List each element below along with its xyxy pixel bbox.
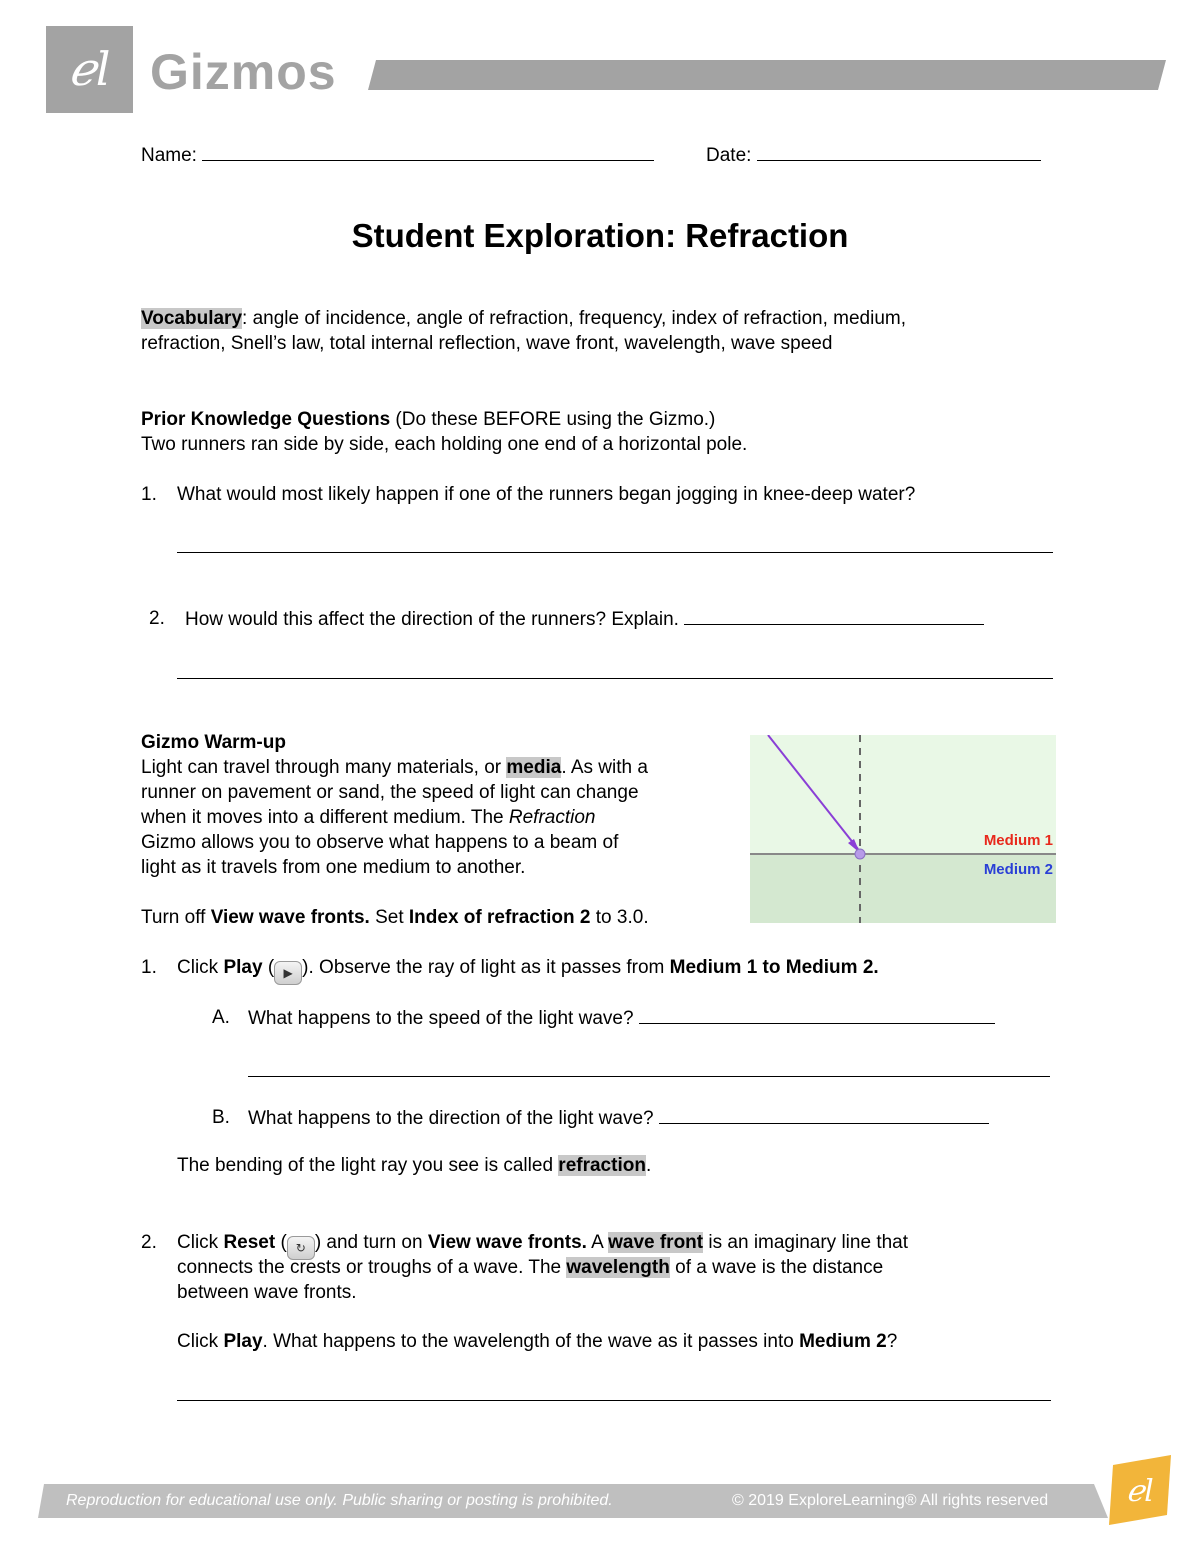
step1-qb-letter: B. bbox=[212, 1107, 230, 1128]
step-text: of a wave is the distance bbox=[669, 1257, 884, 1278]
incidence-point bbox=[855, 849, 865, 859]
view-wave-fronts-label: View wave fronts. bbox=[210, 907, 370, 928]
step1-qa-answer-blank[interactable] bbox=[639, 1005, 995, 1024]
prior-heading-note: (Do these BEFORE using the Gizmo.) bbox=[390, 409, 716, 430]
step-text: Click bbox=[177, 1331, 224, 1352]
warmup-text: . As with a bbox=[561, 757, 648, 778]
prior-q1-answer-line[interactable] bbox=[177, 552, 1053, 553]
medium-1-label: Medium 1 bbox=[983, 832, 1053, 849]
name-field bbox=[141, 142, 654, 168]
warmup-line-3 bbox=[141, 805, 595, 830]
step2-line-3: between wave fronts. bbox=[177, 1282, 357, 1303]
prior-intro: Two runners ran side by side, each holding one end of a horizontal pole. bbox=[141, 434, 748, 455]
step-text: A bbox=[586, 1232, 609, 1253]
step-text: to bbox=[757, 957, 786, 978]
step-text: Click bbox=[177, 1232, 224, 1253]
medium-2-ref: Medium 2 bbox=[799, 1331, 887, 1352]
gizmo-name: Refraction bbox=[508, 807, 596, 828]
vocabulary-line-1 bbox=[141, 306, 906, 331]
term-wave-front: wave front bbox=[608, 1232, 704, 1253]
prior-q2 bbox=[185, 606, 984, 632]
date-blank[interactable] bbox=[757, 142, 1041, 161]
warmup-line-4: Gizmo allows you to observe what happens to a beam of bbox=[141, 832, 619, 853]
view-wave-fronts-ref: View wave fronts. bbox=[427, 1232, 587, 1253]
step1-qa-answer-line[interactable] bbox=[248, 1076, 1050, 1077]
footer-copyright: © 2019 ExploreLearning® All rights reserved bbox=[732, 1492, 1049, 1509]
step2-line-2 bbox=[177, 1255, 883, 1280]
footer-logo-glyph: ℯl bbox=[1126, 1474, 1154, 1509]
step1-number: 1. bbox=[141, 957, 157, 978]
index-of-refraction-label: Index of refraction 2 bbox=[408, 907, 591, 928]
definition-text: . bbox=[645, 1155, 652, 1176]
step-text: ? bbox=[886, 1331, 898, 1352]
step2-answer-line[interactable] bbox=[177, 1400, 1051, 1401]
instruction-text: Set bbox=[369, 907, 409, 928]
warmup-heading: Gizmo Warm-up bbox=[141, 732, 286, 753]
medium-1-ref: Medium 1 bbox=[669, 957, 758, 978]
footer-logo-icon bbox=[1105, 1455, 1175, 1525]
step-text: ) and turn on bbox=[314, 1232, 428, 1253]
page-title: Student Exploration: Refraction bbox=[351, 217, 849, 254]
warmup-instruction bbox=[141, 905, 649, 930]
step-text: is an imaginary line that bbox=[703, 1232, 909, 1253]
step1-qb-answer-blank[interactable] bbox=[659, 1105, 989, 1124]
prior-q1-text: What would most likely happen if one of the runners began jogging in knee-deep water? bbox=[177, 484, 916, 505]
header-bar bbox=[368, 60, 1166, 90]
step1-text bbox=[177, 955, 879, 985]
warmup-text: Light can travel through many materials, or bbox=[141, 757, 507, 778]
instruction-text: to 3.0. bbox=[590, 907, 649, 928]
definition-text: The bending of the light ray you see is called bbox=[177, 1155, 559, 1176]
step1-qa bbox=[248, 1005, 995, 1031]
warmup-line-2: runner on pavement or sand, the speed of light can change bbox=[141, 782, 639, 803]
instruction-text: Turn off bbox=[141, 907, 211, 928]
prior-heading-text: Prior Knowledge Questions bbox=[141, 409, 391, 430]
prior-q1-number: 1. bbox=[141, 484, 157, 505]
step1-qb bbox=[248, 1105, 989, 1131]
date-label: Date: bbox=[706, 145, 752, 166]
step-text: Click bbox=[177, 957, 224, 978]
term-wavelength: wavelength bbox=[566, 1257, 670, 1278]
medium-2-ref: Medium 2. bbox=[785, 957, 879, 978]
term-media: media bbox=[506, 757, 562, 778]
vocabulary-line-2: refraction, Snell’s law, total internal reflection, wave front, wavelength, wave speed bbox=[141, 333, 833, 354]
reset-label: Reset bbox=[223, 1232, 276, 1253]
prior-q2-number: 2. bbox=[149, 608, 165, 629]
step2-question bbox=[177, 1329, 897, 1354]
step-text: ( bbox=[262, 957, 275, 978]
step1-qa-letter: A. bbox=[212, 1007, 230, 1028]
name-blank[interactable] bbox=[202, 142, 654, 161]
refraction-figure bbox=[750, 735, 1056, 923]
prior-q2-text: How would this affect the direction of the runners? Explain. bbox=[185, 609, 679, 630]
name-label: Name: bbox=[141, 145, 197, 166]
step1-qb-text: What happens to the direction of the light wave? bbox=[248, 1108, 654, 1129]
vocabulary-terms-1: : angle of incidence, angle of refraction, frequency, index of refraction, medium, bbox=[242, 308, 906, 329]
step1-qa-text: What happens to the speed of the light wave? bbox=[248, 1008, 634, 1029]
step-text: . What happens to the wavelength of the wave as it passes into bbox=[262, 1331, 800, 1352]
step-text: ( bbox=[275, 1232, 287, 1253]
step2-number: 2. bbox=[141, 1232, 157, 1253]
footer-disclaimer: Reproduction for educational use only. Public sharing or posting is prohibited. bbox=[66, 1492, 613, 1509]
prior-heading bbox=[141, 407, 715, 432]
play-ref: Play bbox=[223, 1331, 263, 1352]
warmup-text: when it moves into a different medium. The bbox=[141, 807, 509, 828]
step-text: ). Observe the ray of light as it passes from bbox=[302, 957, 670, 978]
date-field bbox=[706, 142, 1041, 168]
warmup-line-1 bbox=[141, 755, 648, 780]
brand-name: Gizmos bbox=[150, 44, 337, 100]
refraction-definition bbox=[177, 1153, 651, 1178]
term-refraction: refraction bbox=[558, 1155, 646, 1176]
vocabulary-label: Vocabulary bbox=[141, 308, 243, 329]
prior-q2-answer-line[interactable] bbox=[177, 678, 1053, 679]
step-text: connects the crests or troughs of a wave. The bbox=[177, 1257, 567, 1278]
prior-q2-answer-blank[interactable] bbox=[684, 606, 984, 625]
warmup-line-5: light as it travels from one medium to another. bbox=[141, 857, 526, 878]
medium-2-label: Medium 2 bbox=[983, 861, 1053, 878]
reset-icon: ↻ bbox=[287, 1236, 315, 1260]
explorelearning-logo: ℯl bbox=[68, 42, 111, 96]
play-icon: ▶ bbox=[274, 961, 302, 985]
play-label: Play bbox=[223, 957, 263, 978]
